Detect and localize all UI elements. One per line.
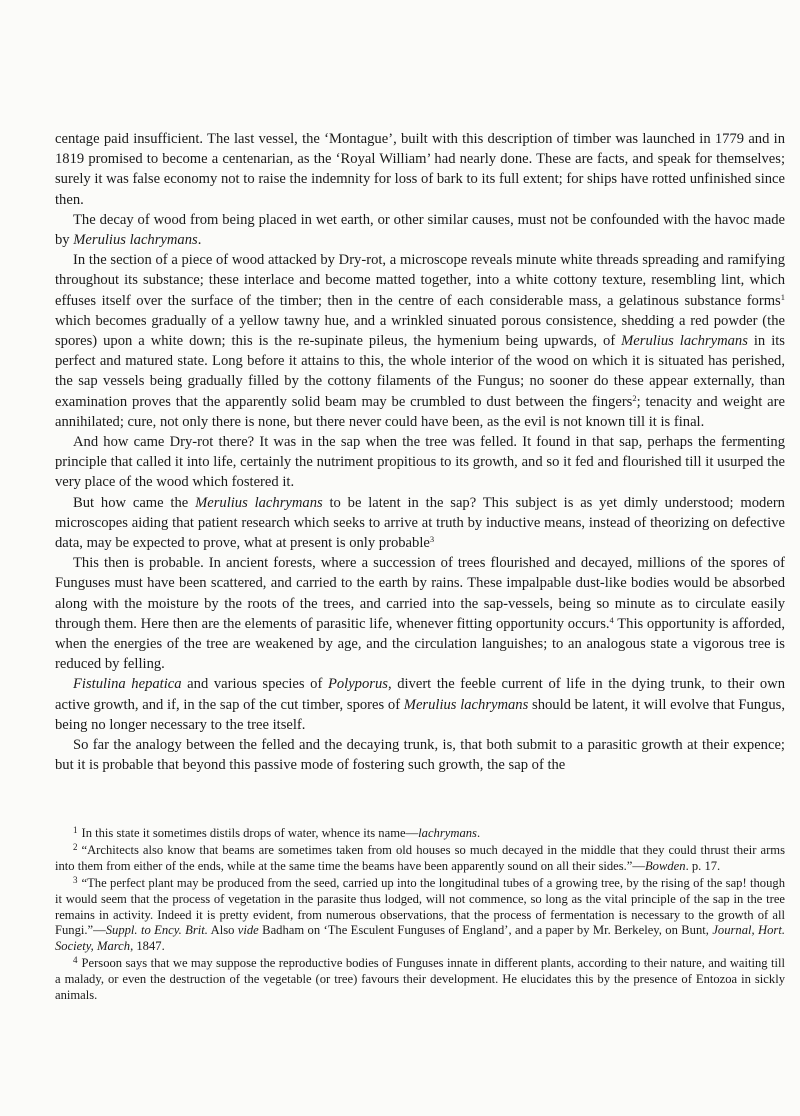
text-run: . [476, 826, 481, 840]
text-run: , divert the feeble current of life in the dying trunk, to their own active growth, and if, in the sap of the cut timber, spores of [55, 676, 786, 713]
footnote-number: 4 [73, 955, 78, 966]
paragraph-3 [55, 250, 785, 432]
species-name: Merulius lachrymans [403, 696, 529, 713]
text-run: , 1847. [130, 939, 165, 954]
citation-source: Journal, Hort. Society, March [55, 923, 785, 954]
species-name: Fistulina hepatica [73, 676, 182, 693]
text-run: which becomes gradually of a yellow tawny hue, and a wrinkled sinuated porous consistence, shedding a red powder (the spores) upon a white down; this is the re-supinate pileus, the hymenium being upwards, of [55, 312, 785, 350]
text-run: in its perfect and matured state. Long before it attains to this, the whole interior of the wood on which it is situated has perished, the sap vessels being gradually filled by the cottony filaments of the Fungus; no sooner do these appear externally, than examination proves that the apparently solid beam may be crumbled to dust between the fingers [55, 333, 785, 410]
text-run: to be latent in the sap? This subject is as yet dimly understood; modern microscopes aiding that patient research which seeks to arrive at truth by inductive means, instead of theorizing on defective data, may be expected to prove, what at present is only probable [55, 494, 785, 552]
text-run: centage paid insufficient. The last vessel, the [55, 131, 325, 147]
text-run: This then is probable. In ancient forests, where a succession of trees flourished and decayed, millions of the spores of Funguses must have been scattered, and carried to the earth by rains. These impalpable dust-like bodies would be absorbed along with the moisture by the roots of the trees, and carried into the sap-vessels, being so minute as to circulate easily through them. Here then are the elements of parasitic life, whenever fitting opportunity occurs. [55, 555, 785, 632]
ship-name: ‘Montague’ [324, 131, 394, 147]
text-run: This opportunity is afforded, when the energies of the tree are weakened by age, and the circulation languishes; to an analogous state a vigorous tree is reduced by felling. [55, 615, 785, 673]
footnote-number: 3 [73, 874, 78, 885]
species-name: Merulius lachrymans [73, 232, 198, 249]
footnote-3 [55, 876, 785, 956]
main-text [55, 129, 785, 776]
paragraph-8: So far the analogy between the felled and the decaying trunk, is, that both submit to a parasitic growth at their expence; but it is probable that beyond this passive mode of fostering such growth, the sap of the [55, 737, 785, 774]
footnote-ref: 3 [429, 534, 435, 545]
footnote-ref: 4 [609, 614, 614, 625]
paragraph-6 [55, 553, 785, 674]
italic-term: vide [237, 923, 259, 938]
text-run: Also [207, 923, 238, 938]
text-run: should be latent, it will evolve that Fungus, being no longer necessary to the tree itself. [55, 696, 785, 733]
footnote-ref: 2 [632, 392, 637, 403]
text-run: “The perfect plant may be produced from the seed, carried up into the longitudinal tubes of a growing tree, by the rising of the sap! though it would seem that the process of vegetation in the parasite thus lodged, will not commence, so long as the vital principle of the sap in the tree remains in activity. Indeed it is pretty evident, from numerous observations, that the process of fermentation is necessary to the growth of all Fungi.”— [55, 875, 785, 938]
text-run: . p. 17. [685, 858, 721, 873]
text-run: “Architects also know that beams are sometimes taken from old houses so much decayed in the middle that they could thrust their arms into them from either of the ends, while at the same time the beams have been apparently sound on all their sides.”— [55, 842, 785, 873]
paragraph-7 [55, 674, 785, 735]
text-run: and various species of [181, 676, 328, 693]
footnote-4 [55, 956, 785, 1004]
text-run: The decay of wood from being placed in wet earth, or other similar causes, must not be confounded with the havoc made by [55, 211, 785, 249]
footnote-number: 1 [73, 825, 78, 835]
species-name: Merulius lachrymans [195, 494, 323, 511]
text-run: In this state it sometimes distils drops of water, whence its name— [81, 826, 419, 840]
paragraph-5 [55, 493, 785, 554]
text-run: ; tenacity and weight are annihilated; cure, not only there is none, but there never could have been, as the evil is not known till it is final. [55, 393, 785, 430]
paragraph-4: And how came Dry-rot there? It was in the sap when the tree was felled. It found in that sap, perhaps the fermenting principle that called it into life, certainly the nutriment propitious to its growth, and so it fed and flourished till it usurped the very place of the wood which fostered it. [55, 434, 785, 491]
text-run: . [197, 232, 202, 249]
italic-term: lachrymans [418, 826, 477, 840]
footnote-ref: 1 [780, 291, 785, 302]
footnote-2 [55, 843, 785, 875]
paragraph-2 [55, 210, 785, 250]
text-run: In the section of a piece of wood attacked by Dry-rot, a microscope reveals minute white threads spreading and ramifying throughout its substance; these interlace and become matted together, into a white cottony texture, resembling lint, which effuses itself over the surface of the timber; then in the centre of each considerable mass, a gelatinous substance forms [55, 252, 785, 309]
citation-source: Suppl. to Ency. Brit. [105, 923, 208, 938]
ship-name: ‘Royal William’ [335, 151, 431, 168]
text-run: But how came the [73, 494, 196, 511]
text-run: Badham on ‘The Esculent Funguses of England’, and a paper by Mr. Berkeley, on Bunt, [258, 923, 713, 938]
genus-name: Polyporus [327, 676, 388, 693]
footnotes [55, 826, 785, 1005]
footnote-number: 2 [73, 841, 78, 852]
citation-author: Bowden [644, 858, 686, 873]
text-run: had nearly done. These are facts, and speak for themselves; surely it was false economy not to raise the indemnity for loss of bark to its full extent; for ships have rotted unfinished since then. [55, 151, 785, 208]
text-run: , built with this description of timber was launched in 1779 and in 1819 promised to become a centenarian, as the [55, 131, 785, 168]
species-name: Merulius lachrymans [621, 333, 748, 350]
text-run: Persoon says that we may suppose the reproductive bodies of Funguses innate in different plants, according to their nature, and waiting till a malady, or even the destruction of the vegetable (or tree) favours their development. He elucidates this by the presence of Entozoa in sickly animals. [55, 956, 785, 1003]
paragraph-1 [55, 129, 785, 210]
footnote-1 [55, 826, 785, 842]
